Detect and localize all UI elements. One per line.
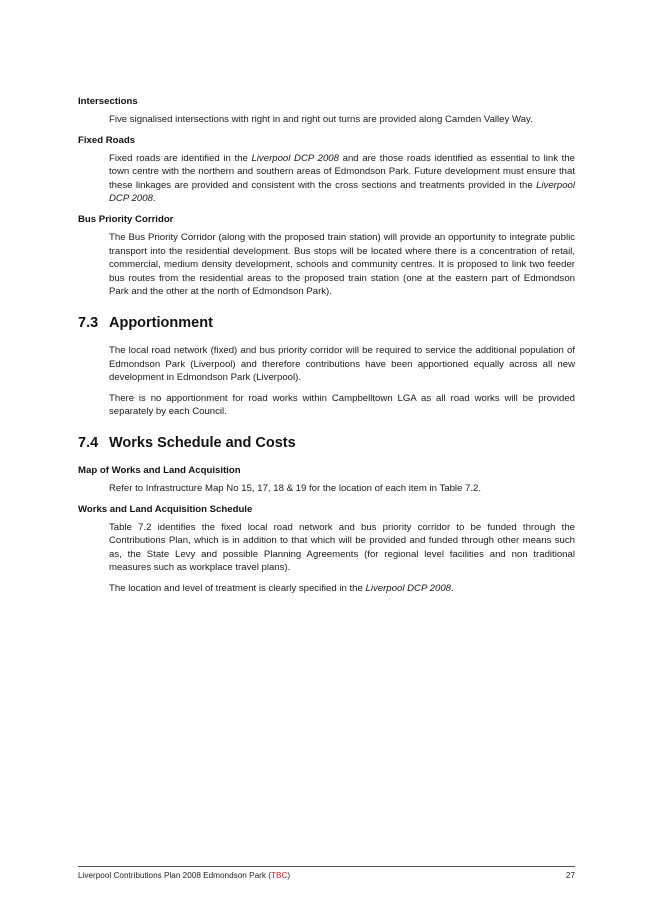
section-number: 7.3 (78, 314, 99, 331)
intersections-heading: Intersections (78, 96, 138, 107)
dcp-reference: Liverpool DCP 2008 (251, 152, 339, 164)
page-footer (78, 866, 575, 880)
dcp-reference: Liverpool DCP 2008 (109, 179, 575, 205)
page-content (78, 95, 575, 600)
apportionment-paragraph-1: The local road network (fixed) and bus priority corridor will be required to service the additional population of Edmondson Park (Liverpool) and therefore contributions have been apportioned equally across all new development in Edmondson Park (Liverpool). (109, 344, 575, 384)
schedule-paragraph-1: Table 7.2 identifies the fixed local road network and bus priority corridor to be funded through the Contributions Plan, which is in addition to that which will be provided and funded through other means such as, the State Levy and possible Planning Agreements (for regional level facilities and non traditional measures such as workplace travel plans). (109, 521, 575, 574)
tbc-marker: TBC (270, 871, 288, 880)
bus-priority-heading: Bus Priority Corridor (78, 213, 174, 225)
page-number: 27 (565, 871, 575, 880)
schedule-heading: Works and Land Acquisition Schedule (78, 503, 253, 515)
map-of-works-paragraph: Refer to Infrastructure Map No 15, 17, 18 & 19 for the location of each item in Table 7.2. (109, 482, 482, 494)
dcp-reference: Liverpool DCP 2008 (365, 582, 452, 594)
text-run: Fixed roads are identified in the (109, 152, 252, 164)
bus-priority-paragraph: The Bus Priority Corridor (along with the proposed train station) will provide an opportunity to integrate public transport into the residential development. Bus stops will be located where there is a concentration of retail, commercial, medium density development, schools and community centres. It is proposed to link two feeder bus routes from the residential areas to the proposed train station (one at the eastern part of Edmondson Park and the other at the north of Edmondson Park). (109, 231, 575, 298)
footer-text: ) (287, 871, 291, 880)
text-run: . (451, 582, 454, 594)
map-of-works-heading: Map of Works and Land Acquisition (78, 464, 241, 476)
section-number: 7.4 (78, 434, 99, 451)
footer-text: Liverpool Contributions Plan 2008 Edmondson Park ( (78, 871, 271, 880)
section-title: Works Schedule and Costs (109, 434, 296, 451)
schedule-paragraph-2 (109, 582, 575, 596)
fixed-roads-paragraph (109, 152, 575, 206)
section-title: Apportionment (109, 314, 213, 331)
apportionment-paragraph-2: There is no apportionment for road works within Campbelltown LGA as all road works will be provided separately by each Council. (109, 392, 575, 418)
text-run: . (152, 193, 156, 205)
fixed-roads-heading: Fixed Roads (78, 134, 136, 146)
text-run: and are those roads identified as essential to link the town centre with the northern and southern areas of Edmondson Park. Future development must ensure that these linkages are provided and consistent with the cross sections and treatments provided in the (109, 152, 575, 191)
section-heading-works-schedule (78, 435, 575, 451)
intersections-paragraph: Five signalised intersections with right in and right out turns are provided along Camden Valley Way. (109, 114, 533, 125)
footer-title (78, 871, 290, 880)
text-run: The location and level of treatment is clearly specified in the (109, 582, 366, 594)
section-heading-apportionment (78, 315, 575, 331)
